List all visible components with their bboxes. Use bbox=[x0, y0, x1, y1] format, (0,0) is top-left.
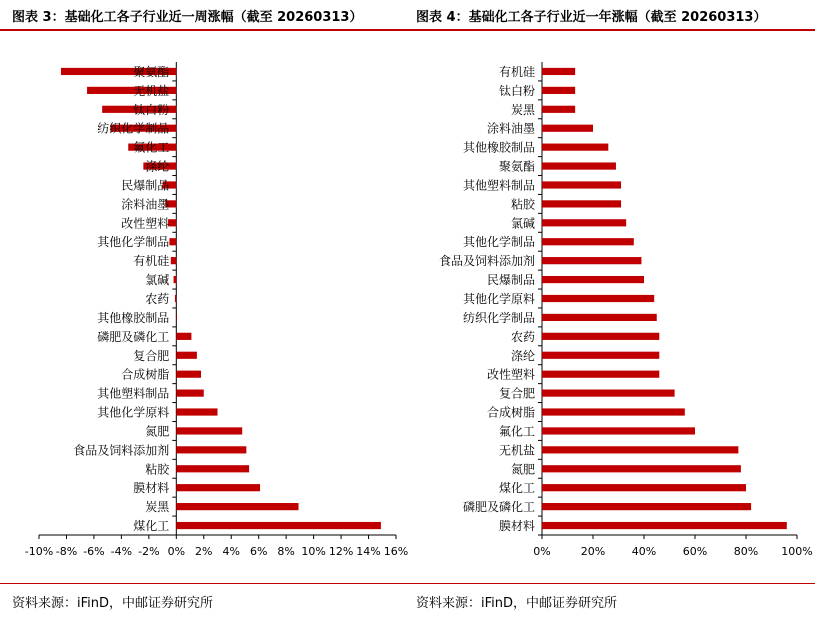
category-label: 其他塑料制品 bbox=[97, 386, 170, 401]
category-label: 磷肥及磷化工 bbox=[462, 500, 535, 515]
bar bbox=[542, 106, 575, 113]
category-label: 其他化学制品 bbox=[97, 235, 170, 250]
x-tick-label: -10% bbox=[24, 545, 54, 558]
category-label: 炭黑 bbox=[510, 102, 535, 117]
category-label: 有机硅 bbox=[133, 254, 170, 269]
bar bbox=[542, 200, 621, 207]
x-tick-label: 80% bbox=[733, 545, 759, 558]
x-tick-label: 12% bbox=[328, 545, 354, 558]
category-label: 氯碱 bbox=[145, 273, 170, 288]
category-label: 复合肥 bbox=[498, 386, 535, 401]
bar bbox=[542, 333, 659, 340]
category-label: 其他化学制品 bbox=[462, 235, 535, 250]
category-label: 聚氨酯 bbox=[498, 159, 535, 174]
x-tick-label: 8% bbox=[277, 545, 295, 558]
category-label: 涂料油墨 bbox=[121, 197, 170, 212]
category-label: 涤纶 bbox=[145, 159, 170, 174]
x-tick-label: 0% bbox=[167, 545, 186, 558]
category-label: 粘胶 bbox=[510, 197, 535, 212]
bar bbox=[542, 446, 738, 453]
category-label: 聚氨酯 bbox=[133, 64, 170, 79]
bar bbox=[542, 125, 593, 132]
bar bbox=[542, 181, 621, 188]
x-tick-label: 100% bbox=[781, 545, 813, 558]
x-tick-label: 20% bbox=[580, 545, 606, 558]
bar bbox=[542, 352, 659, 359]
category-label: 其他橡胶制品 bbox=[97, 310, 170, 325]
bar bbox=[542, 465, 741, 472]
category-label: 纺织化学制品 bbox=[97, 121, 170, 136]
category-label: 钛白粉 bbox=[498, 83, 535, 98]
category-label: 磷肥及磷化工 bbox=[97, 329, 170, 344]
bar bbox=[542, 219, 626, 226]
footer-divider bbox=[0, 583, 815, 584]
category-label: 涂料油墨 bbox=[486, 121, 535, 136]
category-label: 炭黑 bbox=[145, 500, 170, 515]
category-label: 食品及饲料添加剂 bbox=[438, 254, 535, 269]
category-label: 农药 bbox=[145, 292, 170, 306]
category-label: 其他橡胶制品 bbox=[462, 140, 535, 155]
bar bbox=[542, 427, 695, 434]
category-label: 煤化工 bbox=[498, 481, 535, 496]
x-tick-label: 6% bbox=[249, 545, 268, 558]
category-label: 钛白粉 bbox=[133, 102, 170, 117]
bar bbox=[542, 238, 634, 245]
source-note-weekly: 资料来源：iFinD，中邮证券研究所 bbox=[12, 596, 214, 611]
chart-title-yearly: 图表 4：基础化工各子行业近一年涨幅（截至 20260313） bbox=[416, 10, 767, 25]
bar bbox=[542, 276, 644, 283]
chart-title-weekly: 图表 3：基础化工各子行业近一周涨幅（截至 20260313） bbox=[12, 10, 363, 25]
category-label: 涤纶 bbox=[510, 348, 535, 363]
x-tick-label: 0% bbox=[533, 545, 551, 558]
x-tick-label: -6% bbox=[83, 545, 105, 558]
category-label: 合成树脂 bbox=[486, 405, 535, 420]
category-label: 食品及饲料添加剂 bbox=[73, 443, 170, 458]
category-label: 改性塑料 bbox=[121, 216, 170, 231]
bar bbox=[542, 522, 787, 529]
x-tick-label: 16% bbox=[383, 545, 409, 558]
x-tick-label: -2% bbox=[138, 545, 160, 558]
bar bbox=[542, 390, 675, 397]
x-tick-label: 10% bbox=[301, 545, 326, 558]
category-label: 其他化学原料 bbox=[462, 292, 535, 306]
category-label: 其他塑料制品 bbox=[462, 178, 535, 193]
source-note-yearly: 资料来源：iFinD，中邮证券研究所 bbox=[416, 596, 618, 611]
bar bbox=[542, 144, 608, 151]
bar bbox=[542, 295, 654, 302]
category-label: 纺织化学制品 bbox=[462, 310, 535, 325]
bar bbox=[542, 68, 575, 75]
category-label: 复合肥 bbox=[133, 348, 170, 363]
x-tick-label: -8% bbox=[55, 545, 78, 558]
bar bbox=[542, 87, 575, 94]
category-label: 氟化工 bbox=[498, 424, 535, 439]
category-label: 民爆制品 bbox=[121, 178, 170, 193]
category-label: 无机盐 bbox=[498, 443, 535, 458]
x-tick-label: 40% bbox=[631, 545, 657, 558]
category-label: 农药 bbox=[510, 329, 535, 344]
x-tick-label: 60% bbox=[682, 545, 708, 558]
category-label: 氟化工 bbox=[133, 140, 170, 155]
category-label: 膜材料 bbox=[498, 519, 535, 534]
x-tick-label: 14% bbox=[356, 545, 381, 558]
category-label: 氮肥 bbox=[510, 462, 535, 477]
category-label: 其他化学原料 bbox=[97, 405, 170, 420]
x-tick-label: 4% bbox=[222, 545, 240, 558]
bar bbox=[542, 408, 685, 415]
bar bbox=[542, 503, 751, 510]
bar bbox=[542, 314, 657, 321]
category-label: 有机硅 bbox=[498, 64, 535, 79]
category-label: 氯碱 bbox=[510, 216, 535, 231]
x-tick-label: 2% bbox=[195, 545, 213, 558]
category-label: 改性塑料 bbox=[486, 367, 535, 382]
bar bbox=[542, 484, 746, 491]
category-label: 粘胶 bbox=[145, 462, 170, 477]
category-label: 氮肥 bbox=[145, 424, 170, 439]
bar bbox=[542, 371, 659, 378]
category-label: 膜材料 bbox=[133, 481, 170, 496]
category-label: 民爆制品 bbox=[486, 273, 535, 288]
bar bbox=[542, 257, 641, 264]
category-label: 煤化工 bbox=[133, 519, 170, 534]
bar bbox=[542, 162, 616, 169]
category-label: 无机盐 bbox=[133, 83, 170, 98]
category-label: 合成树脂 bbox=[121, 367, 170, 382]
x-tick-label: -4% bbox=[110, 545, 133, 558]
